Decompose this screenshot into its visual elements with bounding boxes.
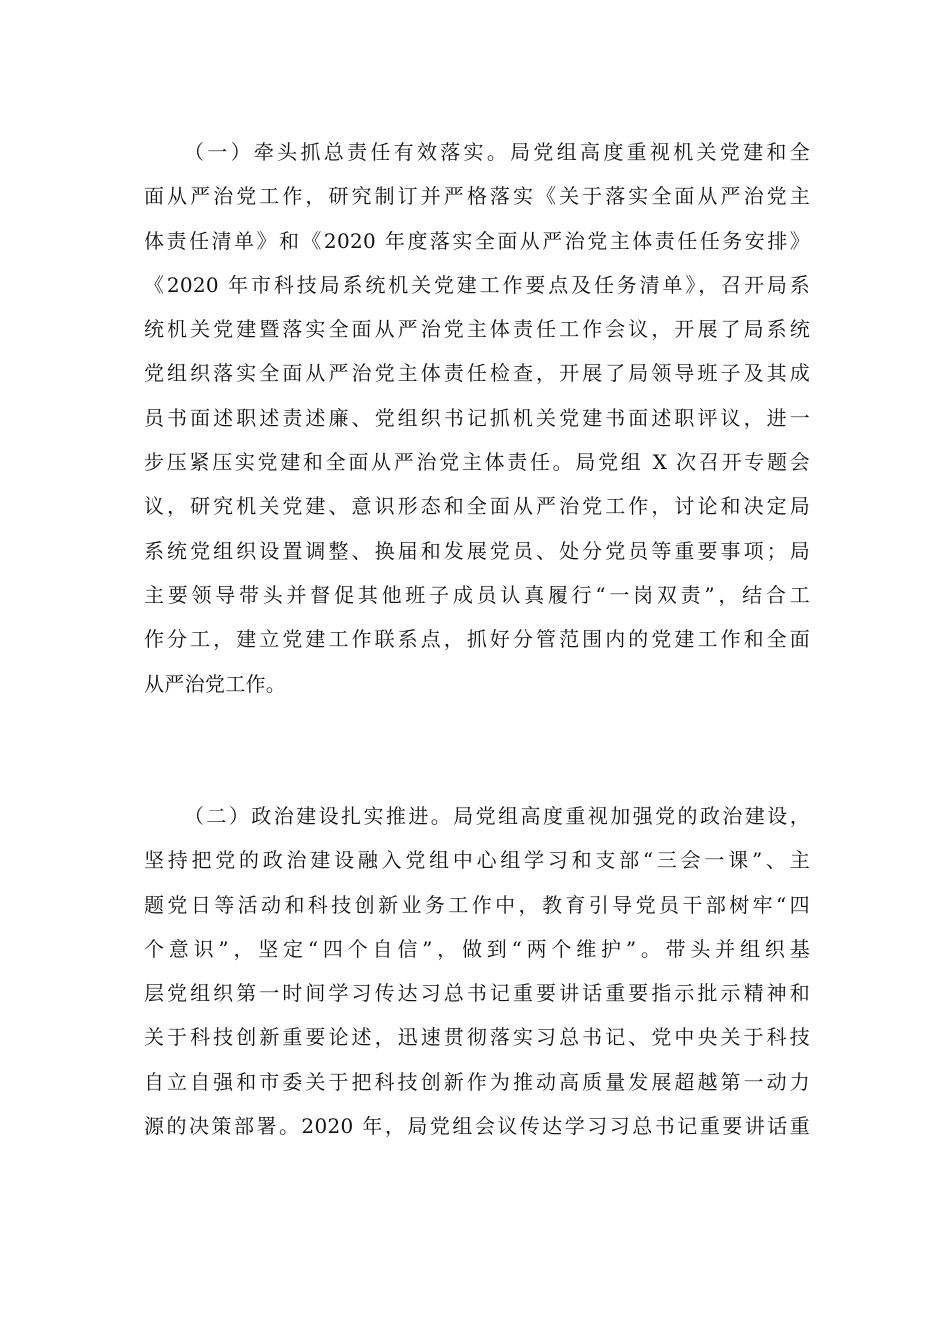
- text-line: 员书面述职述责述廉、党组织书记抓机关党建书面述职评议，进一: [144, 405, 810, 430]
- text-line: 统机关党建暨落实全面从严治党主体责任工作会议，开展了局系统: [144, 317, 810, 342]
- text-line: 个意识”，坚定“四个自信”，做到“两个维护”。带头并组织基: [144, 936, 810, 961]
- text-line: 层党组织第一时间学习传达习总书记重要讲话重要指示批示精神和: [144, 981, 810, 1006]
- text-line: 系统党组织设置调整、换届和发展党员、处分党员等重要事项；局: [144, 538, 810, 563]
- paragraph-responsibility: [144, 130, 810, 706]
- paragraph-political-building: [144, 794, 810, 1148]
- text-line: 《2020 年市科技局系统机关党建工作要点及任务清单》，召开局系: [144, 272, 810, 297]
- text-line: 坚持把党的政治建设融入党组中心组学习和支部“三会一课”、主: [144, 848, 810, 873]
- text-line: 从严治党工作。: [144, 671, 287, 696]
- text-line: 党组织落实全面从严治党主体责任检查，开展了局领导班子及其成: [144, 361, 810, 386]
- text-line: （二）政治建设扎实推进。局党组高度重视加强党的政治建设，: [184, 804, 810, 828]
- text-line: 面从严治党工作，研究制订并严格落实《关于落实全面从严治党主: [144, 184, 810, 209]
- text-line: 体责任清单》和《2020 年度落实全面从严治党主体责任任务安排》: [144, 228, 810, 253]
- text-line: 源的决策部署。2020 年，局党组会议传达学习习总书记重要讲话重: [144, 1114, 810, 1139]
- text-line: 步压紧压实党建和全面从严治党主体责任。局党组 X 次召开专题会: [144, 450, 810, 475]
- text-line: （一）牵头抓总责任有效落实。局党组高度重视机关党建和全: [184, 140, 810, 164]
- text-line: 关于科技创新重要论述，迅速贯彻落实习总书记、党中央关于科技: [144, 1025, 810, 1050]
- text-line: 议，研究机关党建、意识形态和全面从严治党工作，讨论和决定局: [144, 494, 810, 519]
- text-line: 作分工，建立党建工作联系点，抓好分管范围内的党建工作和全面: [144, 627, 810, 652]
- text-line: 主要领导带头并督促其他班子成员认真履行“一岗双责”，结合工: [144, 582, 810, 607]
- text-line: 题党日等活动和科技创新业务工作中，教育引导党员干部树牢“四: [144, 892, 810, 917]
- text-line: 自立自强和市委关于把科技创新作为推动高质量发展超越第一动力: [144, 1069, 810, 1094]
